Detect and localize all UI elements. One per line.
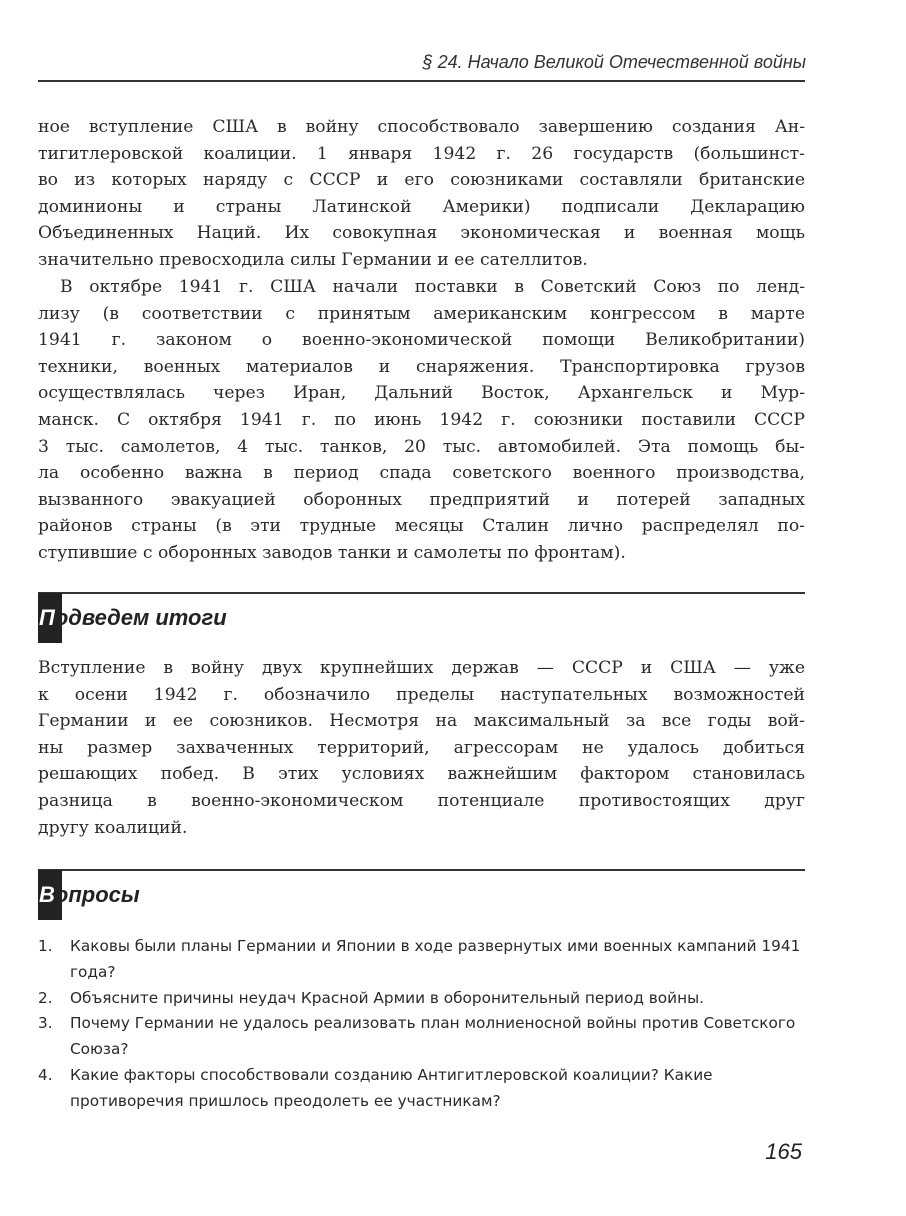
questions-list — [38, 934, 805, 1115]
question-item — [38, 1011, 805, 1063]
text-line: манск. С октября 1941 г. по июнь 1942 г. союзники поставили СССР — [38, 409, 805, 430]
text-line: другу коалиций. — [38, 817, 188, 838]
text-line: ное вступление США в войну способствовало завершению создания Ан- — [38, 117, 805, 137]
questions-heading — [38, 870, 140, 920]
text-line: 1941 г. законом о военно-экономической помощи Великобритании) — [38, 330, 805, 351]
paragraph-1 — [38, 114, 805, 274]
text-line: доминионы и страны Латинской Америки) подписали Декларацию — [38, 196, 805, 217]
question-text: Какие факторы способствовали созданию Антигитлеровской коалиции? Какие противоречия пришлось преодолеть ее участникам? — [70, 1065, 713, 1110]
text-line: ла особенно важна в период спада советского военного производства, — [38, 463, 805, 484]
question-text: Почему Германии не удалось реализовать план молниеносной войны против Советского Союза? — [70, 1014, 796, 1059]
heading-text: одведем итоги — [54, 605, 227, 630]
text-line: В октябре 1941 г. США начали поставки в Советский Союз по ленд- — [60, 277, 805, 297]
text-line: Германии и ее союзников. Несмотря на максимальный за все годы вой- — [38, 711, 805, 732]
text-line: 3 тыс. самолетов, 4 тыс. танков, 20 тыс. автомобилей. Эта помощь бы- — [38, 436, 805, 457]
running-header: § 24. Начало Великой Отечественной войны — [422, 52, 806, 72]
heading-text: опросы — [54, 882, 140, 907]
header-rule — [38, 80, 805, 82]
heading-initial: П — [39, 605, 55, 630]
question-text: Каковы были планы Германии и Японии в ходе развернутых ими военных кампаний 1941 года? — [70, 937, 801, 981]
heading-initial: В — [39, 882, 55, 907]
question-text: Объясните причины неудач Красной Армии в оборонительный период войны. — [70, 988, 705, 1007]
text-line: районов страны (в эти трудные месяцы Сталин лично распределял по- — [38, 516, 805, 537]
text-line: разница в военно-экономическом потенциале противостоящих друг — [38, 790, 805, 811]
text-line: осуществлялась через Иран, Дальний Восток, Архангельск и Мур- — [38, 383, 805, 404]
text-line: Вступление в войну двух крупнейших держав — СССР и США — уже — [38, 658, 805, 678]
text-line: тигитлеровской коалиции. 1 января 1942 г. 26 государств (большинст- — [38, 143, 805, 164]
text-line: Объединенных Наций. Их совокупная экономическая и военная мощь — [38, 223, 805, 244]
text-line: ступившие с оборонных заводов танки и самолеты по фронтам). — [38, 542, 626, 563]
question-number: 1. — [38, 937, 53, 955]
text-line: значительно превосходила силы Германии и ее сателлитов. — [38, 249, 588, 270]
section-rule-questions — [38, 869, 805, 871]
text-line: решающих побед. В этих условиях важнейшим фактором становилась — [38, 764, 805, 785]
text-line: техники, военных материалов и снаряжения. Транспортировка грузов — [38, 356, 805, 377]
question-number: 2. — [38, 988, 53, 1007]
text-line: во из которых наряду с СССР и его союзниками составляли британские — [38, 170, 805, 191]
paragraph-2 — [38, 274, 805, 567]
text-line: ны размер захваченных территорий, агрессорам не удалось добиться — [38, 737, 805, 758]
text-line: вызванного эвакуацией оборонных предприятий и потерей западных — [38, 489, 805, 510]
summary-paragraph — [38, 655, 805, 841]
question-item — [38, 986, 805, 1012]
question-number: 4. — [38, 1065, 53, 1084]
question-item — [38, 1063, 805, 1115]
summary-heading — [38, 593, 227, 643]
page-number: 165 — [765, 1139, 802, 1164]
question-number: 3. — [38, 1014, 53, 1033]
question-item — [38, 934, 805, 986]
text-line: лизу (в соответствии с принятым американским конгрессом в марте — [38, 303, 805, 324]
text-line: к осени 1942 г. обозначило пределы наступательных возможностей — [38, 684, 805, 705]
